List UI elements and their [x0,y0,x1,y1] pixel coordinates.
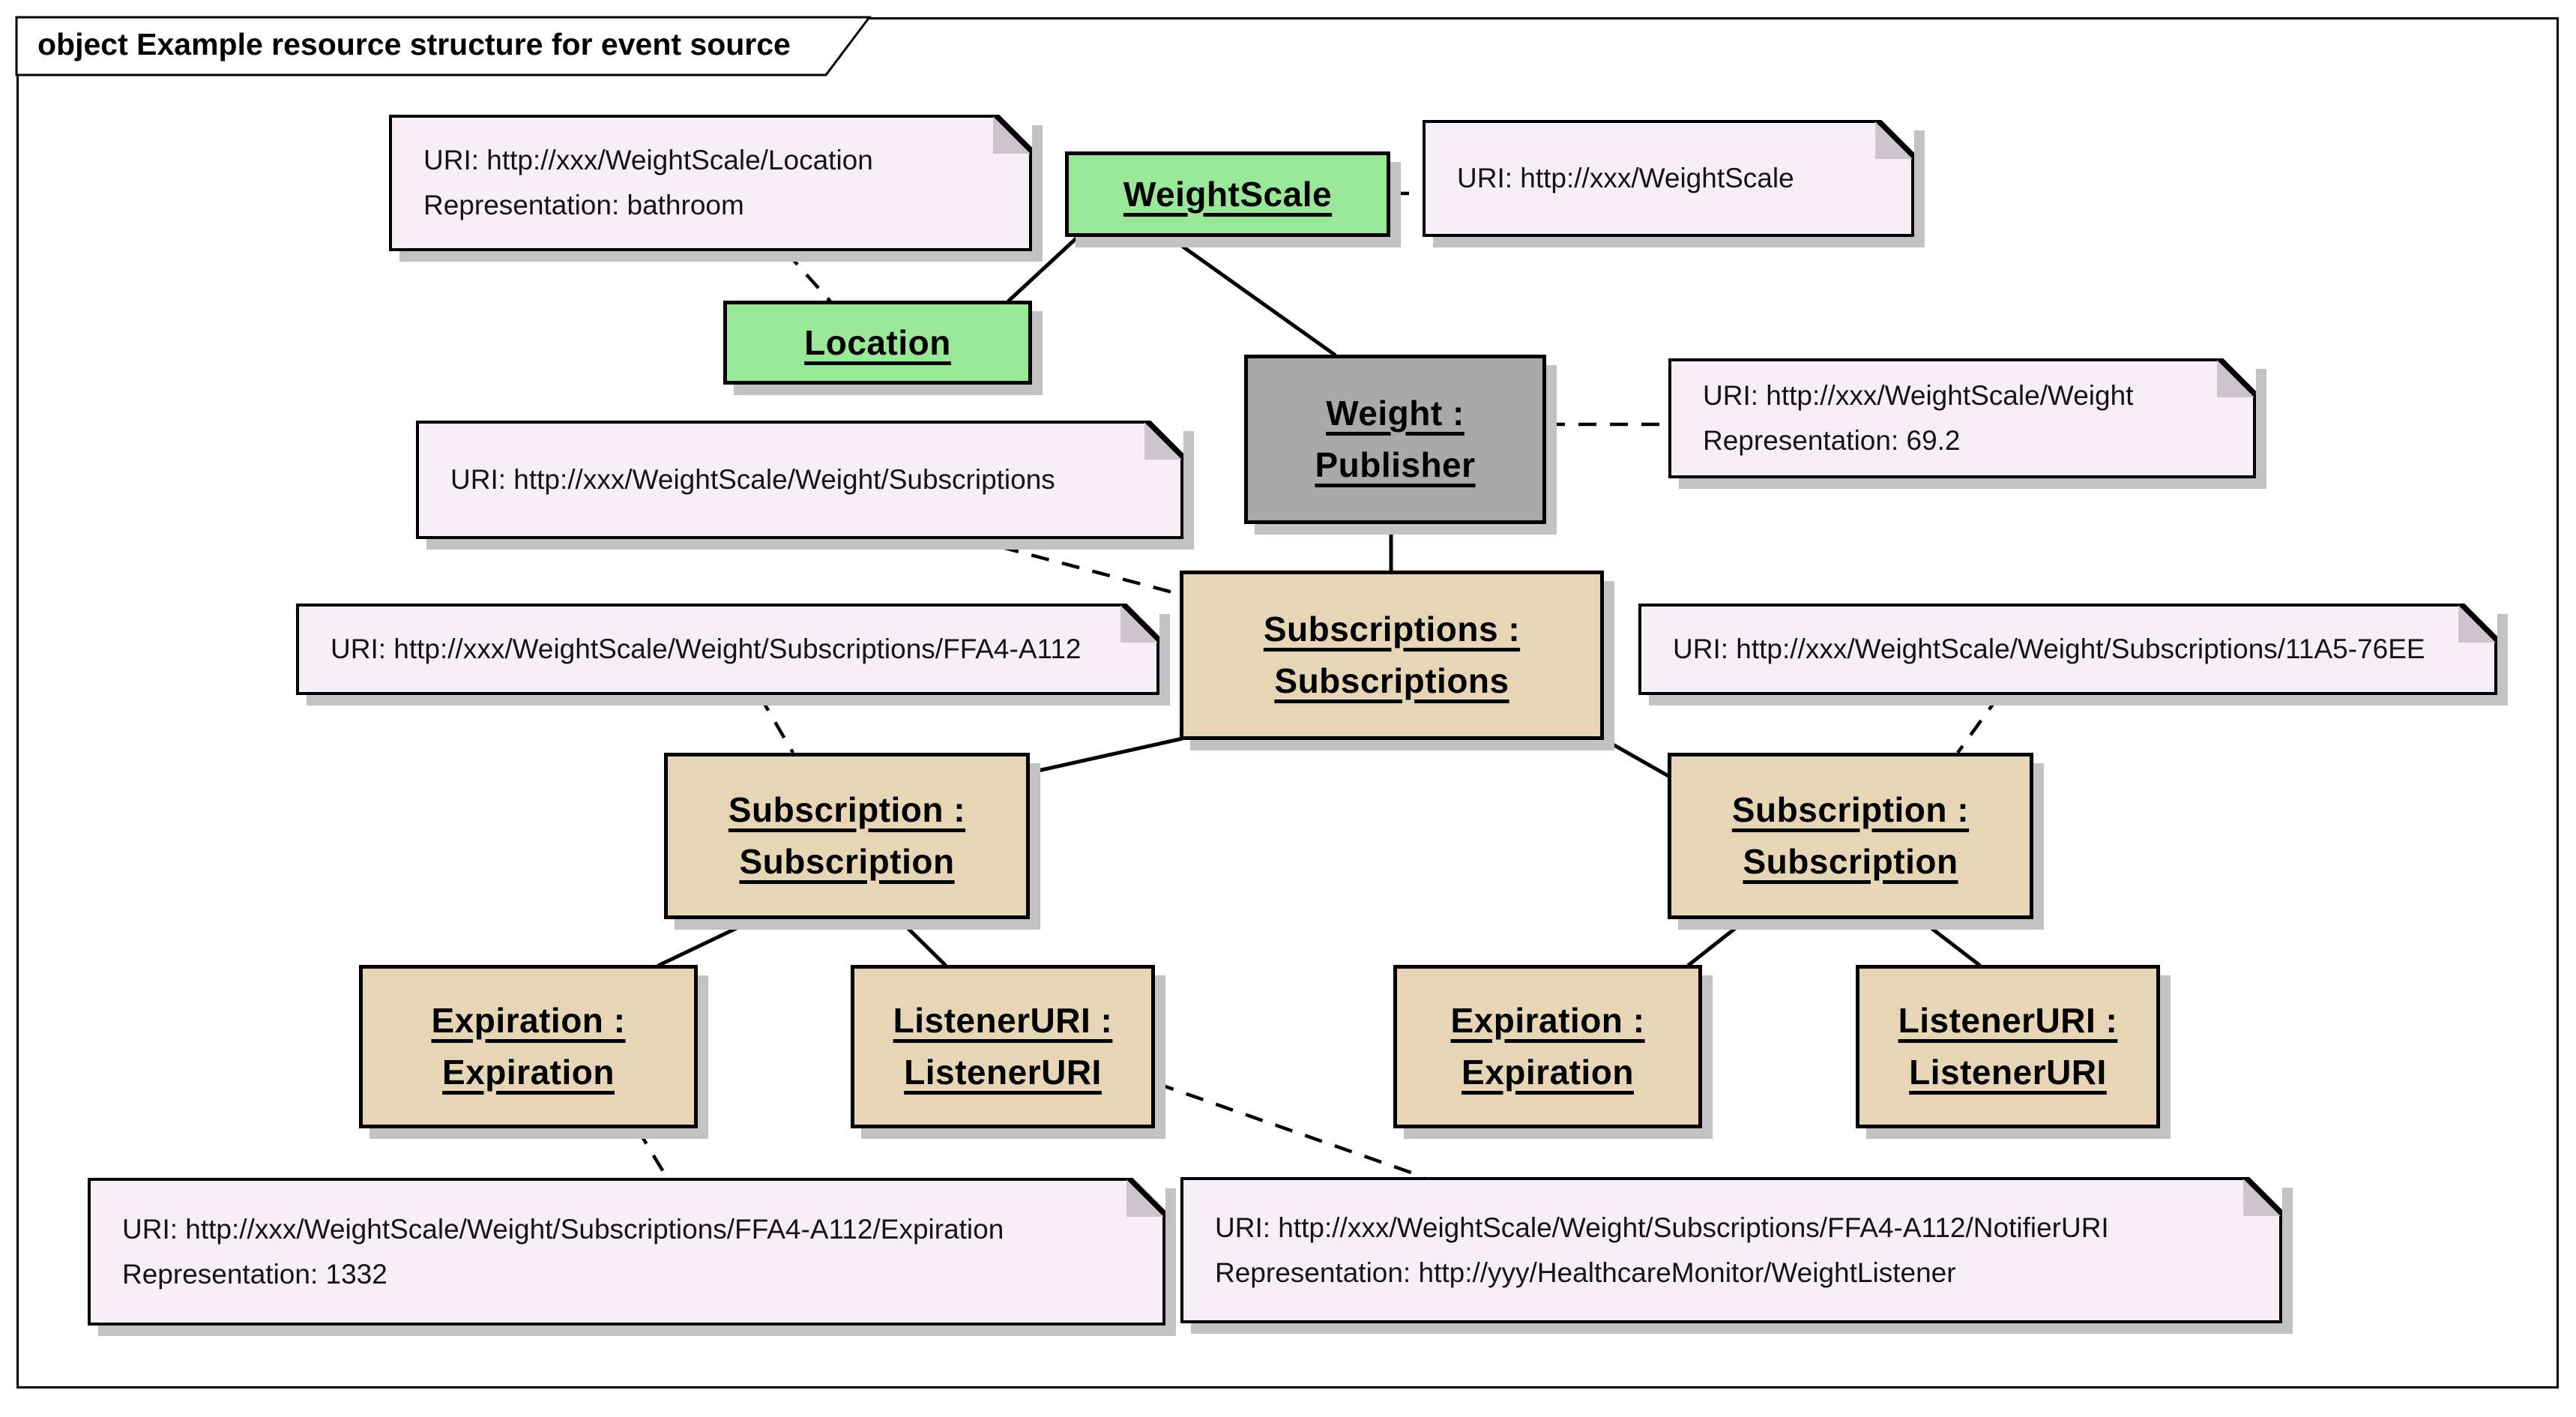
note-text: URI: http://xxx/WeightScale/Location [423,145,873,176]
note-fold-icon [993,115,1032,154]
note-text: URI: http://xxx/WeightScale/Weight/Subscriptions/FFA4-A112/Expiration [122,1213,1004,1245]
connector-subscription-expiration-left [658,918,757,966]
object-label: Weight : [1326,394,1465,433]
note-fold-icon [2243,1177,2282,1216]
note-fold-icon [1120,604,1159,643]
note-weight-uri [1668,358,2256,478]
object-subscription-left [664,753,1030,919]
note-text: Representation: http://yyy/HealthcareMonitor/WeightListener [1215,1257,1956,1288]
note-text: URI: http://xxx/WeightScale/Weight [1703,380,2134,412]
object-label: Subscription : [728,790,966,829]
anchor-note-expiration [637,1128,667,1178]
object-weight-publisher [1244,355,1546,524]
object-label: Subscription [739,842,955,881]
anchor-note-11a5 [1958,695,2000,753]
anchor-note-ffa4 [759,695,793,753]
note-notifieruri-uri [1180,1177,2282,1323]
object-label: Expiration : [1450,1001,1645,1040]
anchor-note-notifieruri [1156,1083,1424,1177]
object-location [723,301,1032,385]
note-text: URI: http://xxx/WeightScale/Weight/Subscriptions [450,464,1055,496]
note-text: URI: http://xxx/WeightScale/Weight/Subscriptions/FFA4-A112 [331,634,1082,665]
connector-subscription-listeneruri-left [898,918,946,966]
object-label: Expiration : [431,1001,626,1040]
object-listeneruri-left [851,965,1155,1128]
note-11a5-uri [1638,604,2497,695]
object-label: Subscriptions [1274,661,1509,700]
object-label: Expiration [1462,1053,1634,1092]
connector-subscriptions-subscription-left [1031,738,1183,772]
object-label: Subscription : [1731,790,1970,829]
note-fold-icon [2458,604,2497,643]
object-label: ListenerURI : [893,1001,1113,1040]
note-fold-icon [1126,1178,1165,1217]
object-label: Subscription [1743,842,1958,881]
note-location-uri [389,115,1032,251]
note-text: URI: http://xxx/WeightScale/Weight/Subscriptions/11A5-76EE [1673,634,2425,665]
object-label: ListenerURI [1909,1053,2107,1092]
object-expiration-right [1393,965,1702,1128]
connector-subscription-expiration-right [1688,918,1748,966]
frame-title: object Example resource structure for event source [37,27,791,61]
connector-subscription-listeneruri-right [1919,918,1980,966]
object-weightscale [1065,151,1390,237]
connector-weightscale-weight [1169,237,1336,355]
object-expiration-left [359,965,698,1128]
object-label: Subscriptions : [1263,610,1521,649]
note-subscriptions-uri [416,421,1183,539]
note-fold-icon [1875,120,1914,159]
note-weightscale-uri [1423,120,1914,237]
object-label: WeightScale [1123,174,1333,214]
note-expiration-uri [88,1178,1165,1326]
note-text: Representation: bathroom [423,190,744,220]
object-label: Publisher [1315,445,1476,484]
note-text: URI: http://xxx/WeightScale/Weight/Subscriptions/FFA4-A112/NotifierURI [1215,1212,2109,1243]
object-listeneruri-right [1856,965,2160,1128]
anchor-note-subscriptions [971,539,1178,594]
object-label: ListenerURI [904,1053,1102,1092]
note-text: Representation: 1332 [122,1258,387,1290]
object-label: Expiration [442,1053,615,1092]
object-label: Location [804,322,951,362]
object-label: ListenerURI : [1898,1001,2118,1040]
anchor-note-location [785,251,830,301]
note-text: URI: http://xxx/WeightScale [1457,163,1794,194]
note-fold-icon [2217,358,2256,397]
note-ffa4-uri [296,604,1159,695]
object-subscriptions [1180,571,1604,740]
note-fold-icon [1144,421,1183,460]
connector-subscriptions-subscription-right [1602,738,1668,776]
object-subscription-right [1668,753,2033,919]
note-text: Representation: 69.2 [1703,425,1961,456]
